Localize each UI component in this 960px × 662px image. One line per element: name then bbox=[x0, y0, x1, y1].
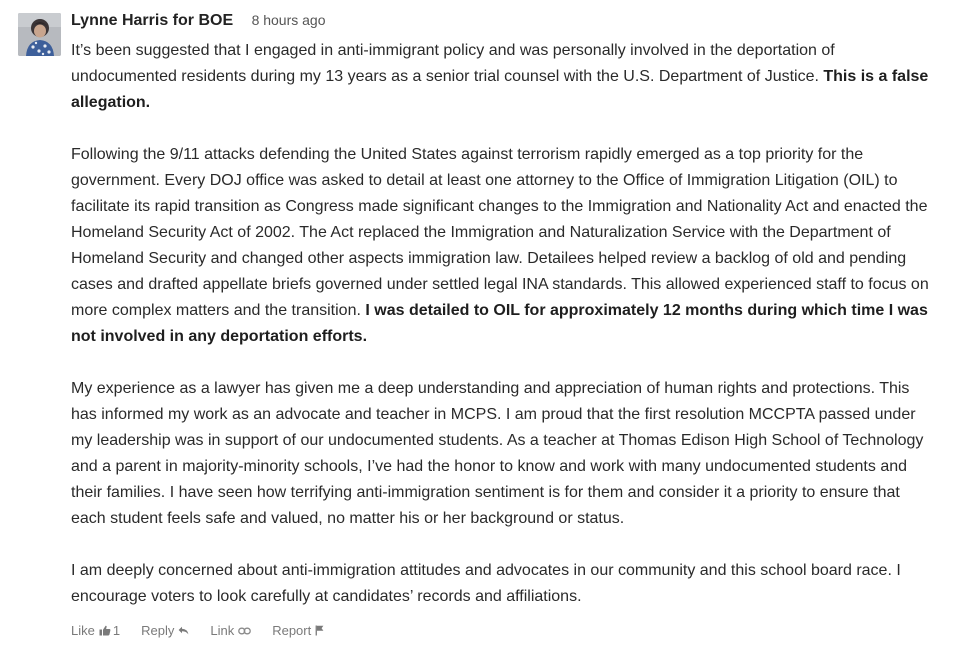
report-label: Report bbox=[272, 623, 312, 638]
comment-paragraph-3 bbox=[71, 376, 929, 532]
link-label: Link bbox=[210, 623, 235, 638]
comment-paragraph-1 bbox=[71, 38, 929, 116]
thumbs-up-icon bbox=[99, 625, 111, 636]
reply-button[interactable] bbox=[141, 623, 189, 638]
comment-paragraph-2 bbox=[71, 142, 929, 350]
reply-label: Reply bbox=[141, 623, 175, 638]
author-name[interactable]: Lynne Harris for BOE bbox=[71, 12, 234, 29]
timestamp[interactable]: 8 hours ago bbox=[251, 12, 326, 28]
comment-header bbox=[71, 10, 929, 32]
link-button[interactable] bbox=[210, 623, 251, 638]
paragraph-bold-text: This is a false allegation. bbox=[71, 68, 929, 111]
avatar[interactable] bbox=[18, 13, 61, 56]
comment-body bbox=[71, 38, 929, 610]
paragraph-bold-text: I was detailed to OIL for approximately 12 months during which time I was not involved in any deportation efforts. bbox=[71, 302, 928, 345]
comment-paragraph-4 bbox=[71, 558, 929, 610]
reply-arrow-icon bbox=[178, 626, 189, 635]
comment-content bbox=[71, 10, 929, 638]
paragraph-text: Following the 9/11 attacks defending the United States against terrorism rapidly emerged as a top priority for the government. Every DOJ office was asked to detail at least one attorney to the Office of Immigration Litigation (OIL) to facilitate its rapid transition as Congress made significant changes to the Immigration and Nationality Act and enacted the Homeland Security Act of 2002. The Act replaced the Immigration and Naturalization Service with the Department of Homeland Security and changed other aspects immigration law. Detailees helped review a backlog of old and pending cases and drafted appellate briefs governed under settled legal INA standards. This allowed experienced staff to focus on more complex matters and the transition. bbox=[71, 146, 929, 319]
paragraph-text: It’s been suggested that I engaged in anti-immigrant policy and was personally involved in the deportation of undocumented residents during my 13 years as a senior trial counsel with the U.S. Department of Justice. bbox=[71, 42, 835, 85]
paragraph-text: I am deeply concerned about anti-immigration attitudes and advocates in our community and this school board race. I encourage voters to look carefully at candidates’ records and affiliations. bbox=[71, 562, 901, 605]
like-count: 1 bbox=[112, 623, 121, 638]
report-button[interactable] bbox=[272, 623, 324, 638]
like-button[interactable] bbox=[71, 623, 120, 638]
chain-link-icon bbox=[238, 627, 251, 635]
paragraph-text: My experience as a lawyer has given me a deep understanding and appreciation of human rights and protections. This has informed my work as an advocate and teacher in MCPS. I am proud that the first resolution MCCPTA passed under my leadership was in support of our undocumented students. As a teacher at Thomas Edison High School of Technology and a parent in majority-minority schools, I’ve had the honor to know and work with many undocumented students and their families. I have seen how terrifying anti-immigration sentiment is for them and consider it a priority to ensure that each student feels safe and valued, no matter his or her background or status. bbox=[71, 380, 924, 527]
comment-actions bbox=[71, 623, 929, 638]
flag-icon bbox=[315, 625, 324, 636]
avatar-photo-icon bbox=[18, 13, 61, 56]
like-label: Like bbox=[71, 623, 95, 638]
